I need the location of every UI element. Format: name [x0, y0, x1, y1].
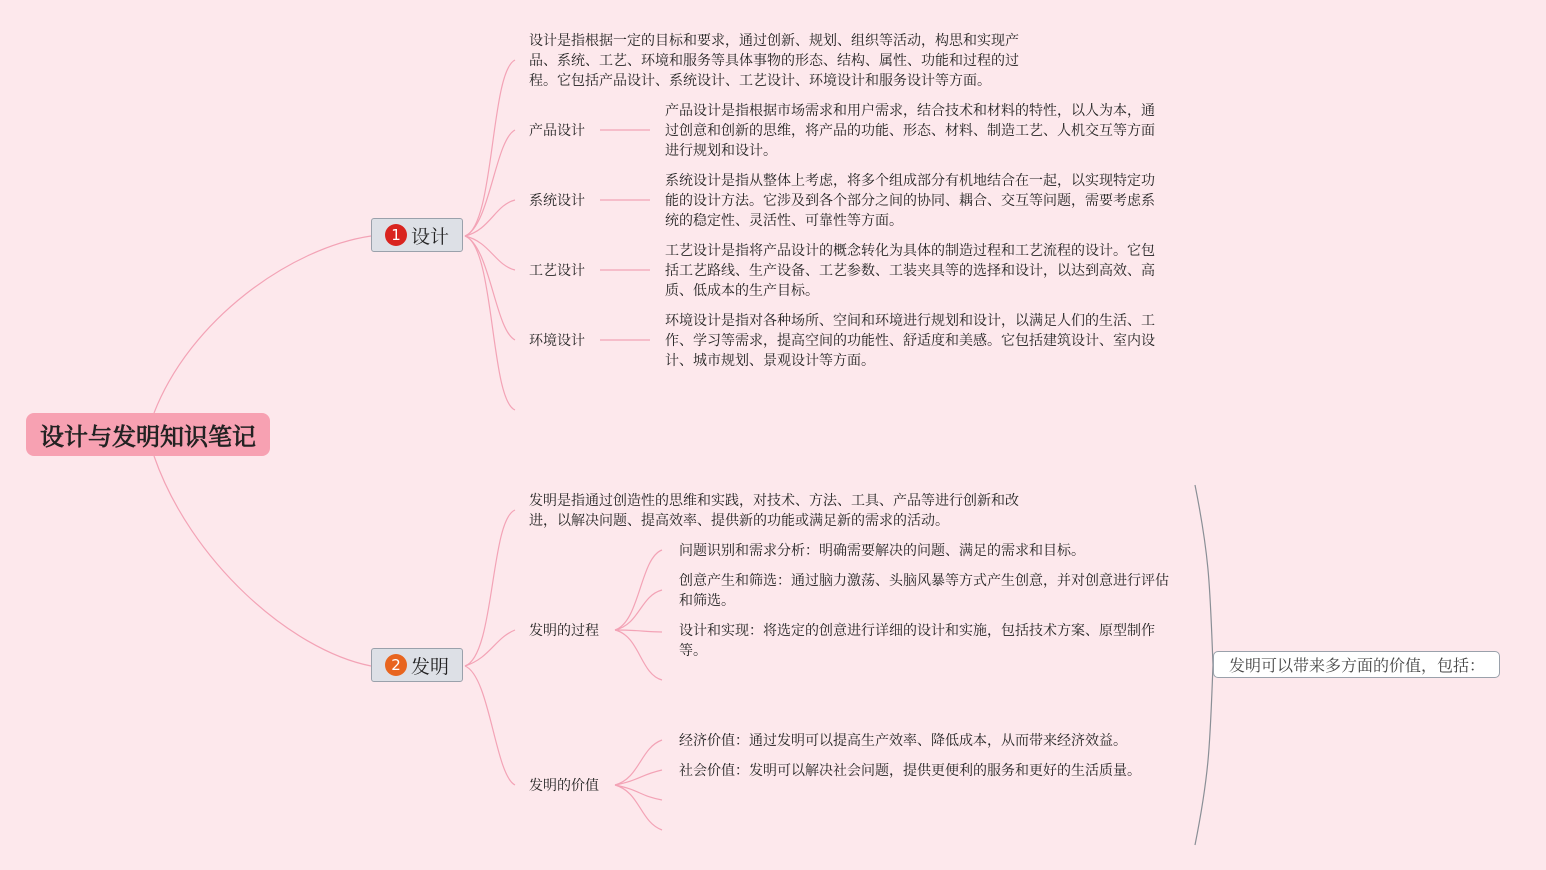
link-process-step-3: [615, 630, 662, 632]
process-design-desc[interactable]: 工艺设计是指将产品设计的概念转化为具体的制造过程和工艺流程的设计。它包括工艺路线、生产设备、工艺参数、工装夹具等的选择和设计，以达到高效、高质、低成本的生产目标。: [665, 243, 1155, 299]
priority-2-icon: 2: [385, 654, 407, 676]
link-process-step-2: [615, 590, 662, 630]
link-root-invention: [154, 456, 371, 666]
subtopic-system-design[interactable]: 系统设计: [529, 193, 585, 209]
product-design-desc[interactable]: 产品设计是指根据市场需求和用户需求，结合技术和材料的特性，以人为本，通过创意和创新的思维，将产品的功能、形态、材料、制造工艺、人机交互等方面进行规划和设计。: [665, 103, 1155, 159]
topic-invention-label: 发明: [410, 655, 449, 678]
link-process-empty: [615, 630, 662, 680]
design-definition[interactable]: 设计是指根据一定的目标和要求，通过创新、规划、组织等活动，构思和实现产品、系统、工艺、环境和服务等具体事物的形态、结构、属性、功能和过程的过程。它包括产品设计、系统设计、工艺设计、环境设计和服务设计等方面。: [529, 33, 1019, 89]
root-topic[interactable]: 设计与发明知识笔记: [26, 413, 270, 456]
process-step-1[interactable]: 问题识别和需求分析：明确需要解决的问题、满足的需求和目标。: [679, 543, 1085, 559]
summary-bracket: [1195, 485, 1213, 845]
link-root-design: [154, 236, 371, 413]
value-social[interactable]: 社会价值：发明可以解决社会问题，提供更便利的服务和更好的生活质量。: [679, 763, 1141, 779]
priority-1-icon: 1: [385, 224, 407, 246]
link-invention-definition: [465, 510, 515, 666]
topic-design-label: 设计: [410, 225, 449, 248]
subtopic-invention-value[interactable]: 发明的价值: [529, 778, 599, 794]
subtopic-process-design[interactable]: 工艺设计: [529, 263, 585, 279]
system-design-desc[interactable]: 系统设计是指从整体上考虑，将多个组成部分有机地结合在一起，以实现特定功能的设计方法。它涉及到各个部分之间的协同、耦合、交互等问题，需要考虑系统的稳定性、灵活性、可靠性等方面。: [665, 173, 1155, 229]
value-economic[interactable]: 经济价值：通过发明可以提高生产效率、降低成本，从而带来经济效益。: [679, 733, 1127, 749]
subtopic-invention-process[interactable]: 发明的过程: [529, 623, 599, 639]
process-step-3[interactable]: 设计和实现：将选定的创意进行详细的设计和实施，包括技术方案、原型制作等。: [679, 623, 1155, 659]
process-step-2[interactable]: 创意产生和筛选：通过脑力激荡、头脑风暴等方式产生创意，并对创意进行评估和筛选。: [679, 573, 1169, 609]
subtopic-product-design[interactable]: 产品设计: [529, 123, 585, 139]
subtopic-environment-design[interactable]: 环境设计: [529, 333, 585, 349]
link-invention-value: [465, 666, 515, 785]
topic-design[interactable]: [371, 218, 463, 252]
link-process-step-1: [615, 550, 662, 630]
environment-design-desc[interactable]: 环境设计是指对各种场所、空间和环境进行规划和设计，以满足人们的生活、工作、学习等需求，提高空间的功能性、舒适度和美感。它包括建筑设计、室内设计、城市规划、景观设计等方面。: [665, 313, 1155, 369]
summary-note[interactable]: 发明可以带来多方面的价值，包括：: [1213, 651, 1500, 678]
link-design-definition: [465, 60, 515, 236]
link-design-empty: [465, 236, 515, 410]
invention-definition[interactable]: 发明是指通过创造性的思维和实践，对技术、方法、工具、产品等进行创新和改进，以解决问题、提高效率、提供新的功能或满足新的需求的活动。: [529, 493, 1019, 529]
topic-invention[interactable]: [371, 648, 463, 682]
